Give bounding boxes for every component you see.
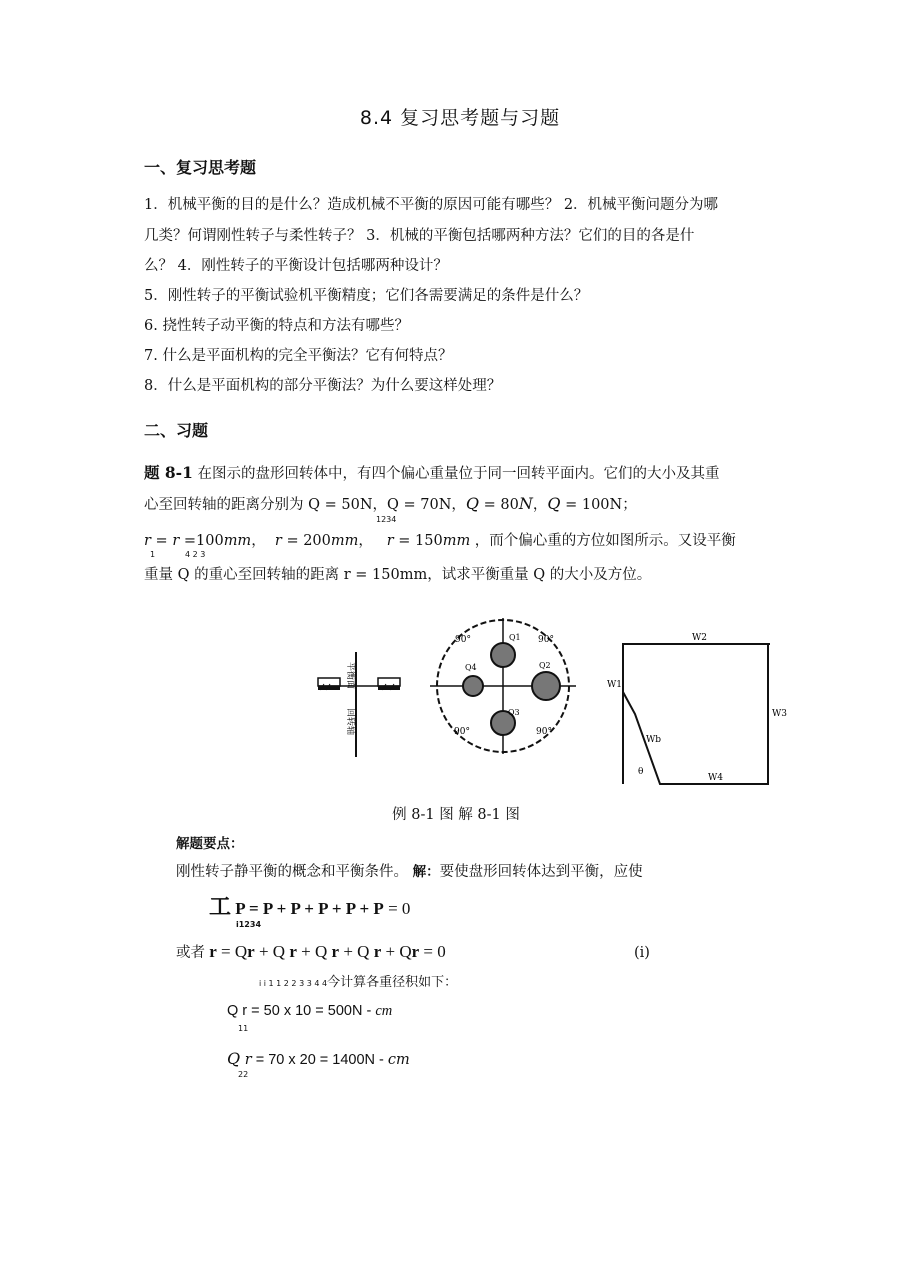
eq2-body5: + Q xyxy=(381,942,412,961)
calculation-2 xyxy=(227,1049,410,1068)
angle-label-4: 90° xyxy=(536,727,552,737)
problem-text-2e: ， xyxy=(532,497,548,513)
section-heading-review: 一、复习思考题 xyxy=(144,158,257,177)
r-text-g: r xyxy=(274,533,282,549)
eq2-tail: = 0 xyxy=(419,942,446,961)
r-text-m: mm xyxy=(442,533,471,549)
eq2-r5: r xyxy=(373,942,382,961)
eq2-r: r xyxy=(209,942,217,961)
problem-line4: 重量 Q 的重心至回转轴的距离 r = 150mm，试求平衡重量 Q 的大小及方位。 xyxy=(144,567,652,583)
problem-text-2b: Q xyxy=(465,494,480,513)
r-text-b: = xyxy=(150,533,173,549)
problem-text-2d: N xyxy=(518,494,533,513)
r-text-j: ， xyxy=(358,533,373,549)
eq2-sub-text: 今计算各重径积如下： xyxy=(327,975,458,990)
calc1-unit: cm xyxy=(375,1003,393,1019)
r-text-c: r xyxy=(172,533,180,549)
problem-line3 xyxy=(144,529,736,550)
eq2-prefix: 或者 xyxy=(176,945,205,961)
eq2-r2: r xyxy=(247,942,255,961)
r-text-l: = 150 xyxy=(393,533,443,549)
mass-label-q3: Q3 xyxy=(508,708,520,717)
eq1-tail: = 0 xyxy=(383,899,411,918)
calc2-unit: cm xyxy=(387,1052,410,1068)
eq1-body: P = P + P + P + P + P xyxy=(235,899,384,918)
problem-line1 xyxy=(144,461,720,483)
disk-diagram xyxy=(430,618,576,754)
subscript-1234: 1234 xyxy=(376,515,397,524)
r-text-k: r xyxy=(386,533,394,549)
eq2-body1: = Q xyxy=(216,942,248,961)
polygon-label-theta: θ xyxy=(638,767,644,777)
solution-text-b: 解： xyxy=(412,864,440,879)
side-label-b: 回转轴 xyxy=(345,708,355,736)
eq2-r6: r xyxy=(411,942,420,961)
r-text-d: =100 xyxy=(179,533,224,549)
calc2-body: = 70 x 20 = 1400N - xyxy=(251,1052,388,1068)
r-text-f: ， xyxy=(251,533,266,549)
eq2-r3: r xyxy=(289,942,297,961)
r-text-e: mm xyxy=(223,533,252,549)
problem-text-2g: = 100N； xyxy=(560,497,637,513)
calculation-1 xyxy=(227,1003,392,1020)
polygon-label-w1: W1 xyxy=(607,680,622,690)
solution-line1 xyxy=(176,860,643,881)
eq2-subscript-line xyxy=(259,971,457,990)
problem-text-2f: Q xyxy=(547,494,561,513)
problem-text-1: 在图示的盘形回转体中，有四个偏心重量位于同一回转平面内。它们的大小及其重 xyxy=(197,466,720,482)
mass-label-q1: Q1 xyxy=(509,633,521,642)
equation-number: (i) xyxy=(634,945,650,961)
r-text-h: = 200 xyxy=(281,533,331,549)
eq2-body4: + Q xyxy=(339,942,374,961)
polygon-label-w2: W2 xyxy=(692,633,707,643)
mass-q2 xyxy=(532,672,560,700)
calc2-subscript: 22 xyxy=(238,1070,249,1079)
calc1-subscript: 11 xyxy=(238,1024,249,1033)
eq2-body2: + Q xyxy=(254,942,290,961)
polygon-label-wb: Wb xyxy=(646,735,662,745)
review-question-7: 7. 什么是平面机构的完全平衡法？它有何特点？ xyxy=(144,348,453,364)
r-text-i: mm xyxy=(330,533,359,549)
review-question-8: 8．什么是平面机构的部分平衡法？为什么要这样处理？ xyxy=(144,378,502,394)
calc1-text: Q r = 50 x 10 = 500N - xyxy=(227,1003,376,1019)
solution-text-c: 要使盘形回转体达到平衡，应使 xyxy=(439,864,643,880)
angle-label-3: 90° xyxy=(454,727,470,737)
problem-text-2a: 心至回转轴的距离分别为 Q = 50N，Q = 70N， xyxy=(144,497,466,513)
mass-label-q2: Q2 xyxy=(539,661,551,670)
eq1-subscript: i1234 xyxy=(236,920,262,929)
review-question-5: 5．刚性转子的平衡试验机平衡精度；它们各需要满足的条件是什么？ xyxy=(144,288,589,304)
equation-2 xyxy=(176,941,446,962)
review-text-line1: 1．机械平衡的目的是什么？造成机械不平衡的原因可能有哪些？ 2．机械平衡问题分为哪 xyxy=(144,197,719,213)
eq2-subscripts: i i 1 1 2 2 3 3 4 4 xyxy=(259,979,328,988)
r-text-a: r xyxy=(144,533,151,549)
calc2-q: Q xyxy=(227,1049,241,1068)
problem-figure xyxy=(310,612,800,797)
force-polygon xyxy=(607,633,787,784)
problem-label: 题 8-1 xyxy=(144,463,193,482)
calc2-r: r xyxy=(244,1052,252,1068)
side-view-diagram xyxy=(318,652,400,757)
mass-q4 xyxy=(463,676,483,696)
subscript-1: 1 xyxy=(150,550,156,559)
problem-line2 xyxy=(144,493,637,514)
angle-label-1: 90° xyxy=(455,635,471,645)
r-text-n: ，而个偏心重的方位如图所示。又设平衡 xyxy=(470,533,736,549)
page-title: 8.4 复习思考题与习题 xyxy=(359,107,561,129)
review-text-line2: 几类？何谓刚性转子与柔性转子？ 3．机械的平衡包括哪两种方法？它们的目的各是什 xyxy=(144,228,695,244)
section-heading-exercises: 二、习题 xyxy=(144,421,209,440)
review-text-line3: 么？ 4．刚性转子的平衡设计包括哪两种设计？ xyxy=(144,258,448,274)
angle-label-2: 90° xyxy=(538,635,554,645)
eq2-body3: + Q xyxy=(296,942,332,961)
equation-1 xyxy=(209,890,410,921)
eq2-r4: r xyxy=(331,942,340,961)
eq1-sum-symbol: 工 xyxy=(209,894,232,919)
solution-heading: 解题要点： xyxy=(176,836,244,851)
mass-label-q4: Q4 xyxy=(465,663,477,672)
mass-q1 xyxy=(491,643,515,667)
polygon-label-w4: W4 xyxy=(708,773,723,783)
figure-caption: 例 8-1 图 解 8-1 图 xyxy=(392,807,520,823)
subscript-423: 4 2 3 xyxy=(185,550,206,559)
solution-text-a: 刚性转子静平衡的概念和平衡条件。 xyxy=(176,864,413,880)
polygon-label-w3: W3 xyxy=(772,709,787,719)
problem-text-2c: = 80 xyxy=(479,497,519,513)
side-label-a: 平衡面 xyxy=(345,662,355,690)
review-question-6: 6. 挠性转子动平衡的特点和方法有哪些？ xyxy=(144,318,409,334)
